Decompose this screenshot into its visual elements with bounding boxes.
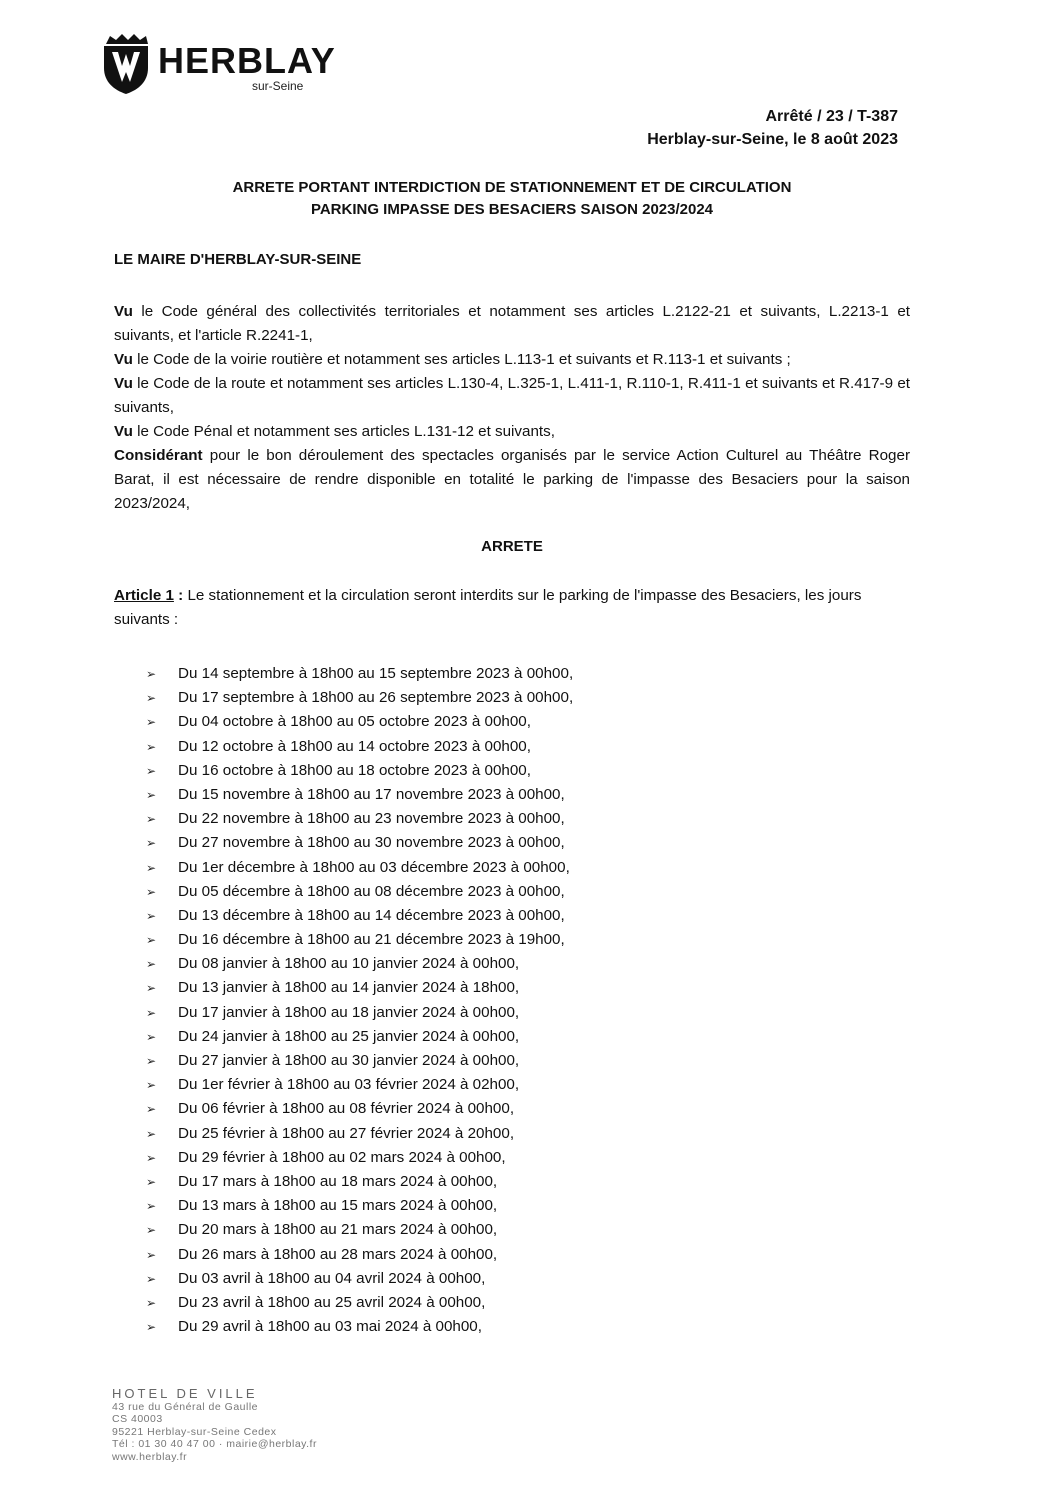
date-range-text: Du 08 janvier à 18h00 au 10 janvier 2024 à 00h00, xyxy=(178,955,520,973)
date-list-item xyxy=(146,1194,573,1218)
considerations xyxy=(114,300,910,516)
decree-title-line-1: ARRETE PORTANT INTERDICTION DE STATIONNEMENT ET DE CIRCULATION xyxy=(232,179,792,196)
date-range-text: Du 17 mars à 18h00 au 18 mars 2024 à 00h00, xyxy=(178,1172,498,1190)
date-list-item xyxy=(146,1218,573,1242)
date-list-item xyxy=(146,1122,573,1146)
footer-title: HOTEL DE VILLE xyxy=(112,1386,258,1401)
date-range-text: Du 06 février à 18h00 au 08 février 2024 à 00h00, xyxy=(178,1100,515,1118)
arrow-bullet-icon: ➢ xyxy=(146,1054,157,1068)
arrow-bullet-icon: ➢ xyxy=(146,739,157,754)
date-list-item xyxy=(146,928,573,952)
arrow-bullet-icon: ➢ xyxy=(146,1174,157,1189)
arrow-bullet-icon: ➢ xyxy=(146,763,157,778)
arrow-bullet-icon: ➢ xyxy=(146,836,157,851)
date-list-item xyxy=(146,807,573,831)
date-range-text: Du 29 février à 18h00 au 02 mars 2024 à 00h00, xyxy=(178,1148,506,1166)
consideration-item: Vu le Code Pénal et notamment ses articles L.131-12 et suivants, xyxy=(114,423,555,440)
date-list-item xyxy=(146,1073,573,1097)
arrow-bullet-icon: ➢ xyxy=(146,1005,157,1020)
date-range-text: Du 27 novembre à 18h00 au 30 novembre 2023 à 00h00, xyxy=(178,834,565,852)
arrow-bullet-icon: ➢ xyxy=(146,933,157,948)
arrow-bullet-icon: ➢ xyxy=(146,1320,157,1335)
date-range-text: Du 04 octobre à 18h00 au 05 octobre 2023 à 00h00, xyxy=(178,713,531,731)
consideration-item: Vu le Code de la route et notamment ses articles L.130-4, L.325-1, L.411-1, R.110-1, R.411-1 et suivants et R.417-9 et suivants, xyxy=(114,375,910,416)
article-1-text: Le stationnement et la circulation seront interdits sur le parking de l'impasse des Besaciers, les jours suivants : xyxy=(114,587,862,628)
article-1-label: Article 1 xyxy=(114,587,174,604)
date-list-item xyxy=(146,1170,573,1194)
date-range-text: Du 26 mars à 18h00 au 28 mars 2024 à 00h00, xyxy=(178,1245,498,1263)
date-range-text: Du 16 décembre à 18h00 au 21 décembre 2023 à 19h00, xyxy=(178,931,565,949)
arrow-bullet-icon: ➢ xyxy=(146,1029,157,1044)
decree-place-date: Herblay-sur-Seine, le 8 août 2023 xyxy=(647,131,898,148)
arrow-bullet-icon: ➢ xyxy=(146,1150,157,1165)
consideration-item: Vu le Code de la voirie routière et notamment ses articles L.113-1 et suivants et R.113-1 et suivants ; xyxy=(114,351,791,368)
date-range-text: Du 27 janvier à 18h00 au 30 janvier 2024 à 00h00, xyxy=(178,1052,520,1069)
footer-address-line: 95221 Herblay-sur-Seine Cedex xyxy=(112,1425,277,1438)
date-list-item xyxy=(146,1001,573,1025)
date-range-text: Du 17 septembre à 18h00 au 26 septembre 2023 à 00h00, xyxy=(178,689,574,707)
date-range-text: Du 05 décembre à 18h00 au 08 décembre 2023 à 00h00, xyxy=(178,882,565,900)
arrow-bullet-icon: ➢ xyxy=(146,1102,157,1117)
consideration-item: Vu le Code général des collectivités territoriales et notamment ses articles L.2122-21 et suivants, L.2213-1 et suivants, et l'article R.2241-1, xyxy=(114,303,910,344)
date-list-item xyxy=(146,1291,573,1315)
date-list-item xyxy=(146,1267,573,1291)
date-list-item xyxy=(146,1049,573,1073)
date-list-item xyxy=(146,952,573,976)
arrow-bullet-icon: ➢ xyxy=(146,1295,157,1310)
date-range-text: Du 22 novembre à 18h00 au 23 novembre 2023 à 00h00, xyxy=(178,810,565,828)
coat-of-arms-icon xyxy=(100,32,152,96)
date-range-text: Du 13 mars à 18h00 au 15 mars 2024 à 00h00, xyxy=(178,1197,498,1215)
date-range-text: Du 29 avril à 18h00 au 03 mai 2024 à 00h00, xyxy=(178,1318,482,1336)
arrow-bullet-icon: ➢ xyxy=(146,691,157,706)
date-range-text: Du 1er décembre à 18h00 au 03 décembre 2023 à 00h00, xyxy=(178,858,570,876)
date-list-item xyxy=(146,880,573,904)
date-range-text: Du 17 janvier à 18h00 au 18 janvier 2024 à 00h00, xyxy=(178,1003,520,1021)
arrow-bullet-icon: ➢ xyxy=(146,1223,157,1238)
arrow-bullet-icon: ➢ xyxy=(146,957,157,972)
date-range-text: Du 25 février à 18h00 au 27 février 2024 à 20h00, xyxy=(178,1124,515,1142)
arrow-bullet-icon: ➢ xyxy=(146,1126,157,1141)
footer-website: www.herblay.fr xyxy=(112,1450,188,1463)
date-list-item xyxy=(146,1025,573,1049)
date-range-text: Du 13 janvier à 18h00 au 14 janvier 2024 à 18h00, xyxy=(178,979,520,997)
date-range-text: Du 23 avril à 18h00 au 25 avril 2024 à 00h00, xyxy=(178,1293,486,1311)
footer-contact: Tél : 01 30 40 47 00 · mairie@herblay.fr xyxy=(112,1438,317,1450)
date-list-item xyxy=(146,783,573,807)
mayor-heading: LE MAIRE D'HERBLAY-SUR-SEINE xyxy=(114,251,362,268)
date-range-text: Du 12 octobre à 18h00 au 14 octobre 2023 à 00h00, xyxy=(178,737,531,755)
footer-address-line: 43 rue du Général de Gaulle xyxy=(112,1400,259,1413)
arrow-bullet-icon: ➢ xyxy=(146,908,157,923)
date-list xyxy=(146,662,573,1339)
arrow-bullet-icon: ➢ xyxy=(146,715,157,730)
footer-address xyxy=(112,1388,317,1463)
date-range-text: Du 13 décembre à 18h00 au 14 décembre 2023 à 00h00, xyxy=(178,906,565,924)
arrow-bullet-icon: ➢ xyxy=(146,787,157,802)
arrow-bullet-icon: ➢ xyxy=(146,1078,157,1093)
date-list-item xyxy=(146,904,573,928)
date-list-item xyxy=(146,976,573,1000)
date-range-text: Du 15 novembre à 18h00 au 17 novembre 2023 à 00h00, xyxy=(178,785,565,803)
arrete-heading: ARRETE xyxy=(481,538,543,555)
logo-subtitle: sur-Seine xyxy=(252,79,304,93)
date-list-item xyxy=(146,856,573,880)
arrow-bullet-icon: ➢ xyxy=(146,667,157,681)
date-range-text: Du 03 avril à 18h00 au 04 avril 2024 à 00h00, xyxy=(178,1269,486,1287)
date-list-item xyxy=(146,1315,573,1339)
date-list-item xyxy=(146,735,573,759)
date-range-text: Du 24 janvier à 18h00 au 25 janvier 2024 à 00h00, xyxy=(178,1027,520,1045)
decree-reference: Arrêté / 23 / T-387 xyxy=(765,108,898,125)
arrow-bullet-icon: ➢ xyxy=(146,981,157,996)
date-list-item xyxy=(146,1097,573,1121)
date-range-text: Du 14 septembre à 18h00 au 15 septembre 2023 à 00h00, xyxy=(178,665,574,682)
date-range-text: Du 16 octobre à 18h00 au 18 octobre 2023 à 00h00, xyxy=(178,761,531,779)
city-logo xyxy=(100,32,336,98)
date-list-item xyxy=(146,759,573,783)
date-list-item xyxy=(146,686,573,710)
consideration-item: Considérant pour le bon déroulement des spectacles organisés par le service Action Culturel au Théâtre Roger Barat, il est nécessaire de rendre disponible en totalité le parking de l'impasse des Besaciers pour la saison 2023/2024, xyxy=(114,447,910,512)
date-list-item xyxy=(146,1146,573,1170)
date-list-item xyxy=(146,1243,573,1267)
logo-name: HERBLAY xyxy=(158,40,336,81)
date-list-item xyxy=(146,710,573,734)
arrow-bullet-icon: ➢ xyxy=(146,812,157,827)
date-list-item xyxy=(146,662,573,686)
arrow-bullet-icon: ➢ xyxy=(146,1247,157,1262)
date-range-text: Du 20 mars à 18h00 au 21 mars 2024 à 00h00, xyxy=(178,1221,498,1239)
arrow-bullet-icon: ➢ xyxy=(146,860,157,875)
article-1: Article 1 : Le stationnement et la circulation seront interdits sur le parking de l'impasse des Besaciers, les jours suivants : xyxy=(114,587,862,628)
arrow-bullet-icon: ➢ xyxy=(146,1199,157,1214)
footer-address-line: CS 40003 xyxy=(112,1413,163,1425)
decree-title-line-2: PARKING IMPASSE DES BESACIERS SAISON 2023/2024 xyxy=(310,201,714,218)
arrow-bullet-icon: ➢ xyxy=(146,1271,157,1286)
arrow-bullet-icon: ➢ xyxy=(146,884,157,899)
date-list-item xyxy=(146,831,573,855)
date-range-text: Du 1er février à 18h00 au 03 février 2024 à 02h00, xyxy=(178,1076,520,1094)
